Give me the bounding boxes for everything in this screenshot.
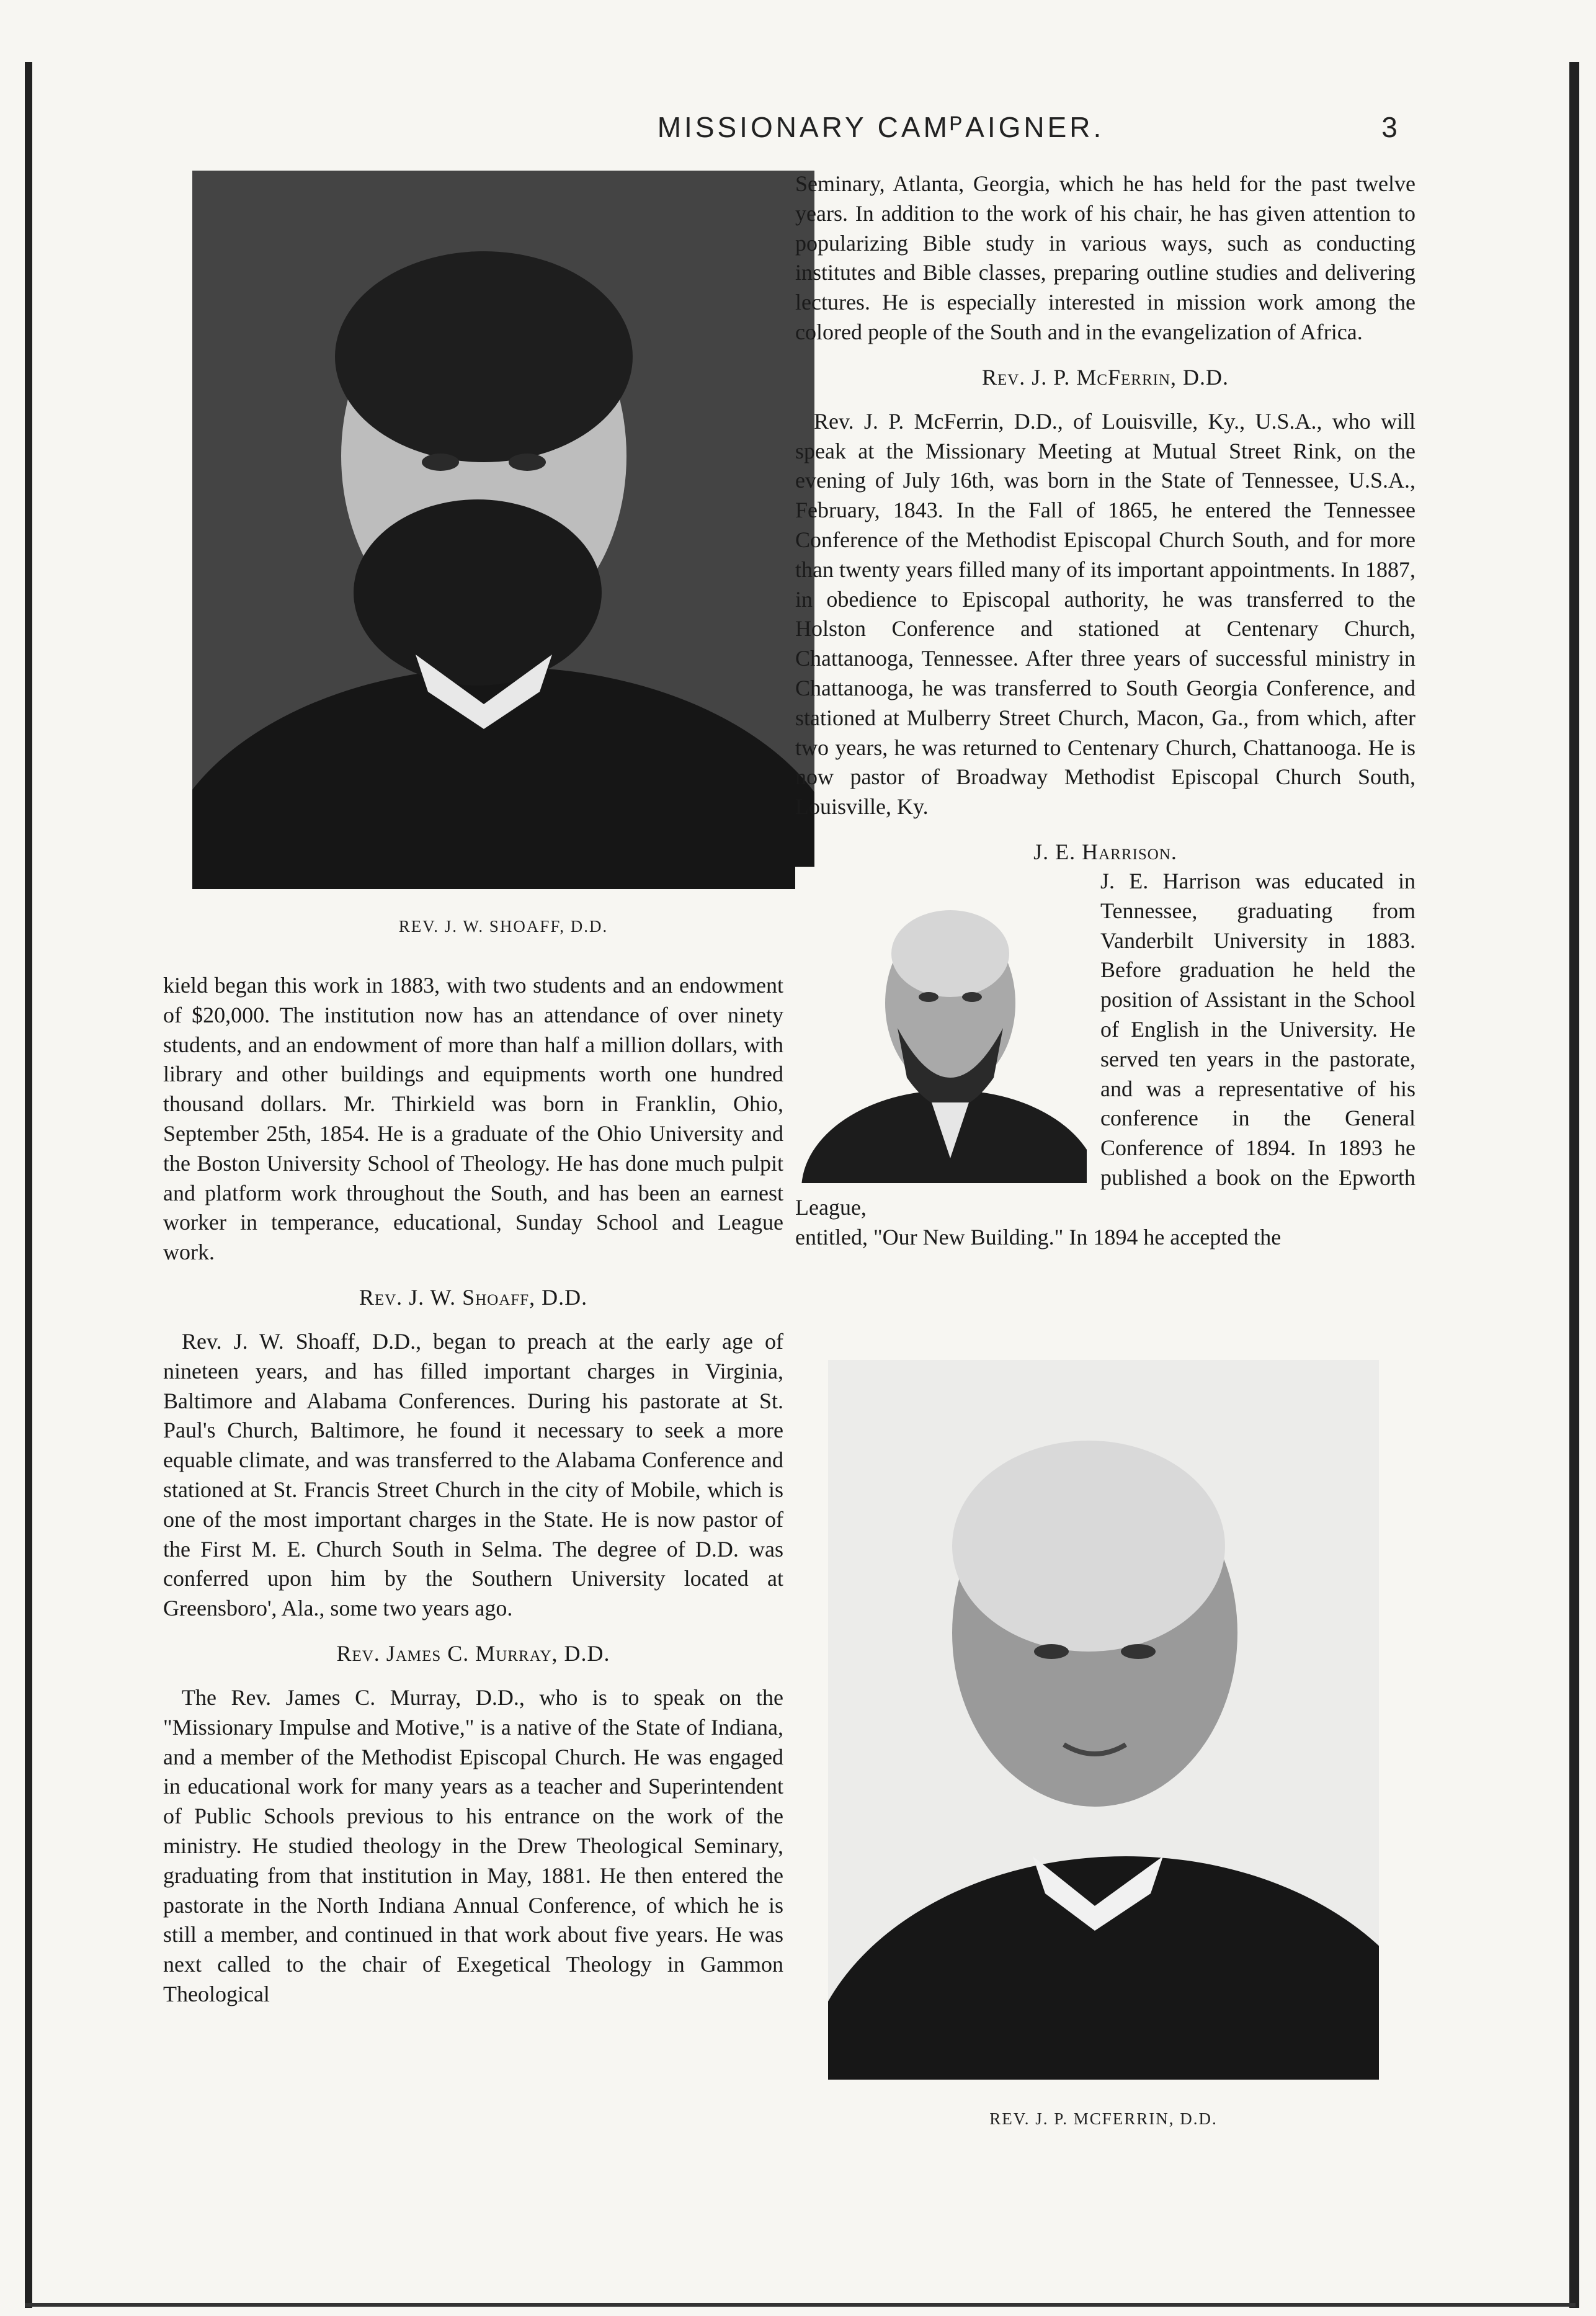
shoaff-heading: Rev. J. W. Shoaff, D.D. — [359, 1284, 588, 1310]
shoaff-portrait — [192, 171, 814, 889]
left-border-rule — [25, 62, 32, 2308]
left-column — [163, 971, 783, 2010]
page-number: 3 — [1381, 111, 1398, 143]
mcferrin-paragraph: Rev. J. P. McFerrin, D.D., of Louisville, Ky., U.S.A., who will speak at the Missionary Meeting at Mutual Street Rink, on the evening of July 16th, was born in the State of Tennessee, U.S.A., February, 1843. In the Fall of 1865, he entered the Tennessee Conference of the Methodist Episcopal Church South, and for more than twenty years filled many of its important appointments. In 1887, in obedience to Episcopal authority, he was transferred to the Holston Conference and stationed at Centenary Church, Chattanooga, Tennessee. After three years of successful ministry in Chattanooga, he was transferred to South Georgia Conference, and stationed at Mulberry Street Church, Macon, Ga., from which, after two years, he was returned to Centenary Church, Chattanooga. He is now pastor of Broadway Methodist Episcopal Church South, Louisville, Ky. — [795, 408, 1415, 820]
murray-paragraph: The Rev. James C. Murray, D.D., who is to speak on the "Missionary Impulse and Motive," is a native of the State of Indiana, and a member of the Methodist Episcopal Church. He was engaged in educational work for many years as a teacher and Superintendent of Public Schools previous to his entrance on the work of the ministry. He studied theology in the Drew Theological Seminary, graduating from that institution in May, 1881. He then entered the pastorate in the North Indiana Annual Conference, of which he is still a member, and continued in that work about five years. He was next called to the chair of Exegetical Theology in Gammon Theological — [163, 1684, 783, 2006]
mcferrin-heading: Rev. J. P. McFerrin, D.D. — [981, 364, 1229, 390]
harrison-continuation: entitled, "Our New Building." In 1894 he accepted the — [795, 1224, 1282, 1250]
mcferrin-portrait-image — [828, 1360, 1379, 2080]
murray-continuation-paragraph: Seminary, Atlanta, Georgia, which he has held for the past twelve years. In addition to the work of his chair, he has given attention to popularizing Bible study in various ways, such as conducting institutes and Bible classes, preparing outline studies and delivering lectures. He is especially interested in mission work among the colored people of the South and in the evangelization of Africa. — [795, 171, 1415, 344]
right-border-rule — [1569, 62, 1579, 2308]
harrison-inset-block — [795, 867, 1415, 1223]
shoaff-paragraph: Rev. J. W. Shoaff, D.D., began to preach at the early age of nineteen years, and has filled important charges in Virginia, Baltimore and Alabama Conferences. During his pastorate at St. Paul's Church, Baltimore, he found it necessary to seek a more equable climate, and was transferred to the Alabama Conference and stationed at St. Francis Street Church in the city of Mobile, which is one of the most important charges in the State. He is now pastor of the First M. E. Church South in Selma. The degree of D.D. was conferred upon him by the Southern University located at Greensboro', Ala., some two years ago. — [163, 1328, 783, 1621]
page-header-title: MISSIONARY CAMᴾAIGNER. — [657, 111, 1105, 143]
thirkield-paragraph: kield began this work in 1883, with two students and an endowment of $20,000. The institution now has an attendance of over ninety students, and an endowment of more than half a million dollars, with library and other buildings and equipments worth one hundred thousand dollars. Mr. Thirkield was born in Franklin, Ohio, September 25th, 1854. He is a graduate of the Ohio University and the Boston University School of Theology. He has done much pulpit and platform work throughout the South, and has been an earnest worker in temperance, educational, Sunday School and League work. — [163, 973, 783, 1265]
harrison-portrait — [795, 867, 1087, 1183]
mcferrin-photo-caption: REV. J. P. MCFERRIN, D.D. — [989, 2109, 1218, 2128]
bottom-border-rule — [25, 2303, 1576, 2307]
murray-heading: Rev. James C. Murray, D.D. — [336, 1640, 610, 1666]
shoaff-photo-caption: REV. J. W. SHOAFF, D.D. — [398, 917, 609, 936]
right-column — [795, 169, 1415, 1252]
shoaff-portrait-image — [192, 171, 814, 889]
harrison-paragraph: J. E. Harrison was educated in Tennessee, graduating from Vanderbilt University in 1883. Before graduation he held the position of Assistant in the School of English in the University. He served ten years in the pastorate, and was a representative of his conference in the General Conference of 1894. In 1893 he published a book on the Epworth League, — [795, 868, 1415, 1220]
mcferrin-portrait — [828, 1360, 1379, 2080]
harrison-heading: J. E. Harrison. — [1033, 839, 1177, 864]
harrison-portrait-image — [795, 867, 1087, 1183]
